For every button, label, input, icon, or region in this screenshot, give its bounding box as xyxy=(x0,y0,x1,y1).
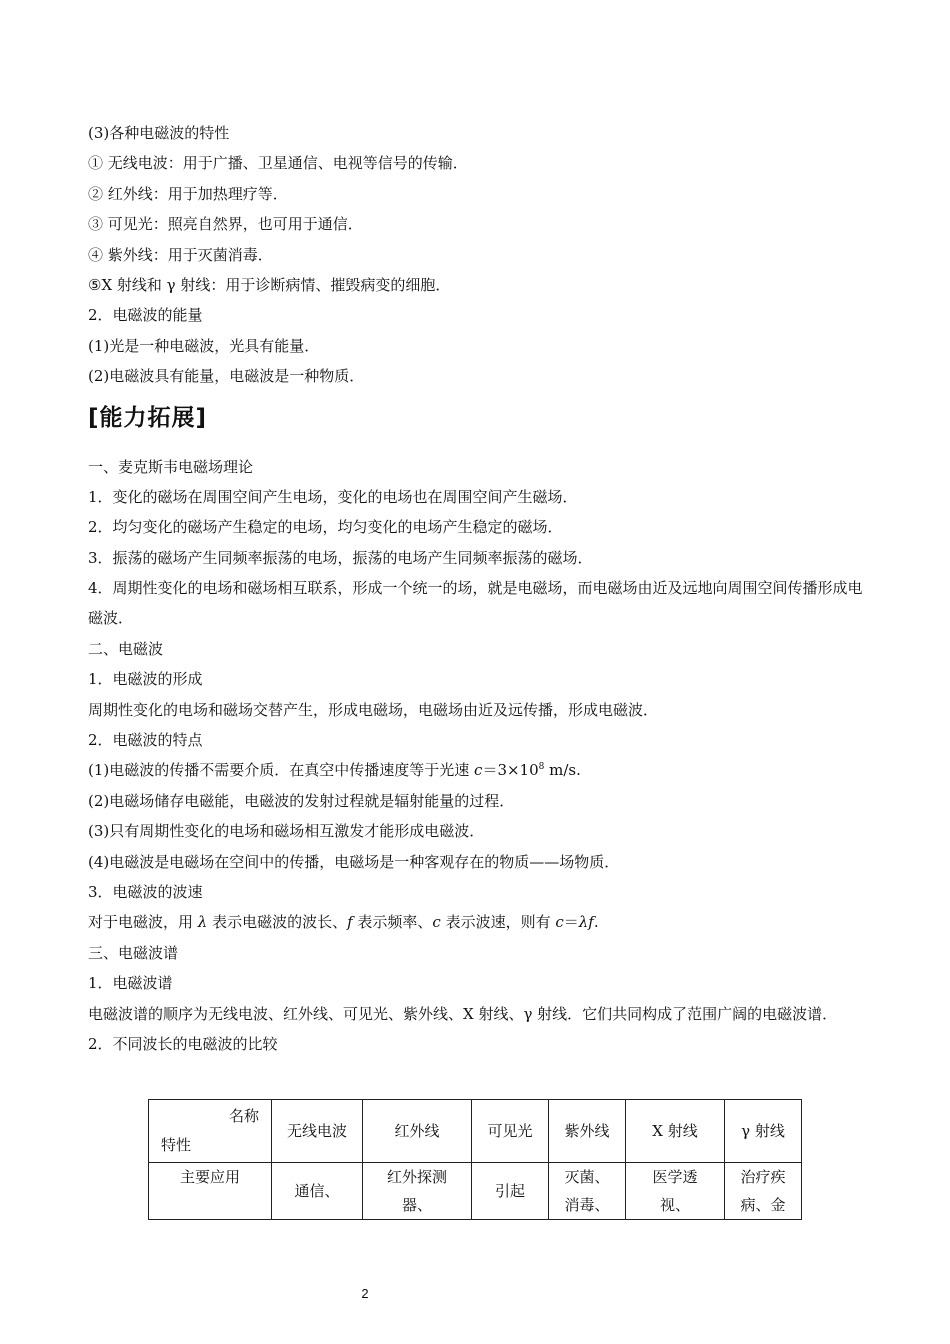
exponent: 8 xyxy=(538,762,545,773)
subsection-title: 3．电磁波的波速 xyxy=(88,883,203,902)
text: 对于电磁波，用 xyxy=(88,913,198,932)
list-item: ② 红外线：用于加热理疗等． xyxy=(88,184,288,203)
list-item: (1)光是一种电磁波，光具有能量． xyxy=(88,336,320,355)
table-cell: 治疗疾病、金 xyxy=(725,1163,802,1220)
table-header-cell: 紫外线 xyxy=(549,1100,626,1163)
subsection-title: 2．不同波长的电磁波的比较 xyxy=(88,1034,278,1053)
table-header-cell: 无线电波 xyxy=(272,1100,363,1163)
list-item xyxy=(88,755,868,785)
table-corner-cell xyxy=(149,1100,272,1163)
table-cell: 通信、 xyxy=(272,1163,363,1220)
corner-top-label: 名称 xyxy=(228,1107,259,1125)
list-item: (4)电磁波是电磁场在空间中的传播，电磁场是一种客观存在的物质——场物质． xyxy=(88,852,620,871)
speed-symbol: c xyxy=(432,913,441,932)
subsection-title: 2．电磁波的特点 xyxy=(88,731,203,750)
corner-bottom-label: 特性 xyxy=(161,1136,192,1154)
text: 表示波速，则有 xyxy=(440,913,556,932)
table-cell: 红外探测器、 xyxy=(363,1163,472,1220)
table-header-cell: X 射线 xyxy=(626,1100,725,1163)
text: . xyxy=(593,913,599,932)
text: 表示电磁波的波长、 xyxy=(207,913,348,932)
section-title: 2．电磁波的能量 xyxy=(88,306,203,325)
lambda-symbol: λ xyxy=(197,913,208,932)
list-item: ④ 紫外线：用于灭菌消毒． xyxy=(88,245,273,264)
unit: m/s. xyxy=(544,761,581,780)
text: 表示频率、 xyxy=(352,913,433,932)
list-item: 4．周期性变化的电场和磁场相互联系，形成一个统一的场，就是电磁场，而电磁场由近及远地向周围空间传播形成电磁波． xyxy=(88,579,863,628)
list-item: 3．振荡的磁场产生同频率振荡的电场，振荡的电场产生同频率振荡的磁场． xyxy=(88,548,593,567)
formula-eq: ＝ xyxy=(563,913,579,932)
subsection-title: 1．电磁波谱 xyxy=(88,974,173,993)
list-item: 1．变化的磁场在周围空间产生电场，变化的电场也在周围空间产生磁场． xyxy=(88,487,578,506)
list-item: ③ 可见光：照亮自然界，也可用于通信． xyxy=(88,215,363,234)
subsection-title: 1．电磁波的形成 xyxy=(88,670,203,689)
section-title: 二、电磁波 xyxy=(88,639,164,658)
frequency-symbol: f xyxy=(347,913,353,932)
list-item: ① 无线电波：用于广播、卫星通信、电视等信号的传输． xyxy=(88,154,468,173)
section-title: 三、电磁波谱 xyxy=(88,943,179,962)
text: (1)电磁波的传播不需要介质．在真空中传播速度等于光速 xyxy=(88,761,475,780)
table-header-cell: 红外线 xyxy=(363,1100,472,1163)
paragraph: 周期性变化的电场和磁场交替产生，形成电磁场，电磁场由近及远传播，形成电磁波． xyxy=(88,700,659,719)
page-heading: [能力拓展] xyxy=(88,404,208,431)
formula-lhs: c xyxy=(555,913,564,932)
table-row-label: 主要应用 xyxy=(149,1163,272,1220)
table-cell: 灭菌、消毒、 xyxy=(549,1163,626,1220)
list-item: (2)电磁场储存电磁能，电磁波的发射过程就是辐射能量的过程． xyxy=(88,791,515,810)
paragraph: 电磁波谱的顺序为无线电波、红外线、可见光、紫外线、X 射线、γ 射线．它们共同构成了范围广阔的电磁波谱． xyxy=(88,1004,838,1023)
list-item: ⑤X 射线和 γ 射线：用于诊断病情、摧毁病变的细胞． xyxy=(88,275,451,294)
comparison-table xyxy=(148,1099,802,1220)
page-number: 2 xyxy=(361,1286,369,1301)
section-title: 一、麦克斯韦电磁场理论 xyxy=(88,457,254,476)
section-title: (3)各种电磁波的特性 xyxy=(88,124,230,142)
table-cell: 引起 xyxy=(472,1163,549,1220)
list-item: 2．均匀变化的磁场产生稳定的电场，均匀变化的电场产生稳定的磁场． xyxy=(88,518,563,537)
table-header-cell: 可见光 xyxy=(472,1100,549,1163)
paragraph xyxy=(88,907,868,937)
list-item: (2)电磁波具有能量，电磁波是一种物质． xyxy=(88,367,365,386)
table-cell: 医学透视、 xyxy=(626,1163,725,1220)
document-body xyxy=(88,118,868,1059)
speed-symbol: c xyxy=(474,761,483,780)
formula-rhs: λf xyxy=(578,913,594,932)
table-header-row xyxy=(149,1100,802,1163)
text: ＝3×10 xyxy=(482,761,539,780)
list-item: (3)只有周期性变化的电场和磁场相互激发才能形成电磁波． xyxy=(88,822,485,841)
table-row xyxy=(149,1163,802,1220)
table-header-cell: γ 射线 xyxy=(725,1100,802,1163)
